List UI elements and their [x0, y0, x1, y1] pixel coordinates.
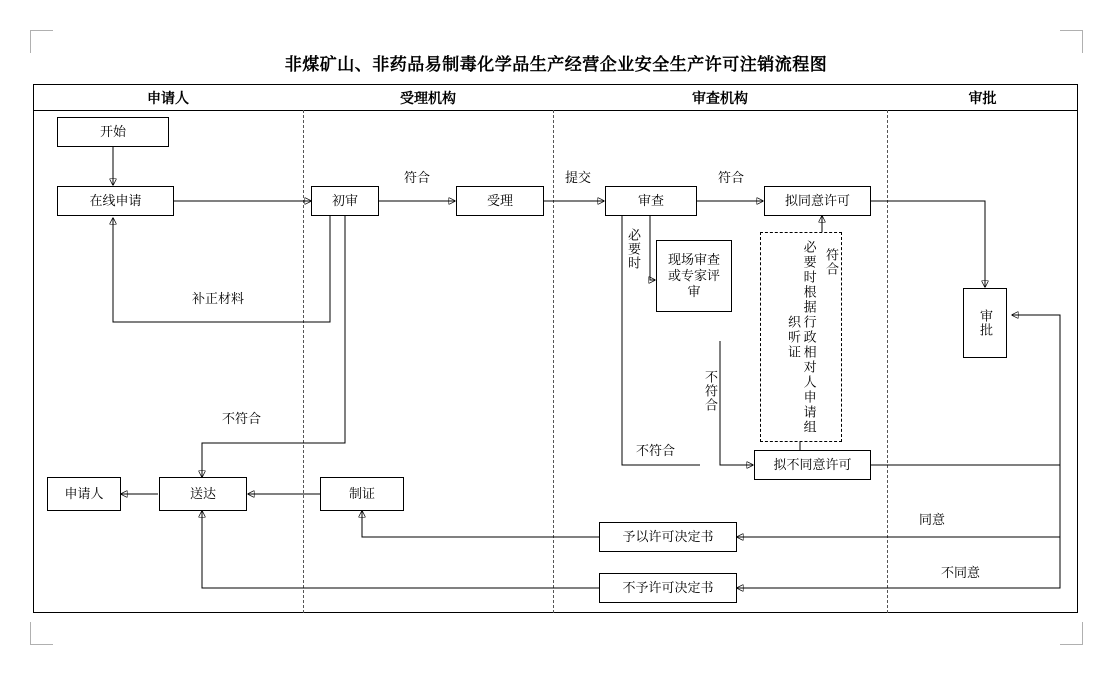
edge-label-agree: 同意: [919, 512, 946, 527]
node-online-apply: 在线申请: [57, 186, 174, 216]
node-accept: 受理: [456, 186, 544, 216]
node-agree-permit: 拟同意许可: [764, 186, 871, 216]
node-first-review: 初审: [311, 186, 379, 216]
page-title: 非煤矿山、非药品易制毒化学品生产经营企业安全生产许可注销流程图: [284, 55, 828, 74]
lane-title-review-org: 审查机构: [692, 92, 748, 107]
node-examine: 审查: [605, 186, 697, 216]
node-hearing: 必要时根据行政相对人申请组织听证: [760, 232, 842, 442]
lane-title-accepting-org: 受理机构: [400, 92, 456, 107]
crop-mark-bottom-right: [1060, 622, 1083, 645]
lane-divider-1: [303, 110, 304, 613]
edge-label-not-conform-onsite: 不符合: [703, 370, 718, 412]
lane-divider-2: [553, 110, 554, 613]
node-approve: 审批: [963, 288, 1007, 358]
edge-label-if-needed: 必要时: [626, 228, 641, 270]
edge-label-not-conform-exam: 不符合: [636, 443, 676, 458]
crop-mark-bottom-left: [30, 622, 53, 645]
node-deliver: 送达: [159, 477, 247, 511]
node-deny-doc: 不予许可决定书: [599, 573, 737, 603]
node-disagree-permit: 拟不同意许可: [754, 450, 871, 480]
edge-label-supplement: 补正材料: [192, 291, 245, 306]
lane-divider-3: [887, 110, 888, 613]
lane-title-approval: 审批: [968, 92, 997, 107]
edge-label-conform-3: 符合: [824, 248, 839, 276]
edge-label-not-conform-first: 不符合: [222, 411, 262, 426]
edge-label-conform-1: 符合: [404, 170, 431, 185]
node-onsite-review: 现场审查或专家评审: [656, 240, 732, 312]
node-grant-doc: 予以许可决定书: [599, 522, 737, 552]
diagram-frame: [33, 84, 1078, 613]
edge-label-submit: 提交: [565, 170, 592, 185]
lane-header-rule: [33, 110, 1078, 111]
edge-label-disagree: 不同意: [941, 565, 981, 580]
node-make-cert: 制证: [320, 477, 404, 511]
node-start: 开始: [57, 117, 169, 147]
edge-label-conform-2: 符合: [718, 170, 745, 185]
lane-title-applicant: 申请人: [147, 92, 189, 107]
node-applicant: 申请人: [47, 477, 121, 511]
